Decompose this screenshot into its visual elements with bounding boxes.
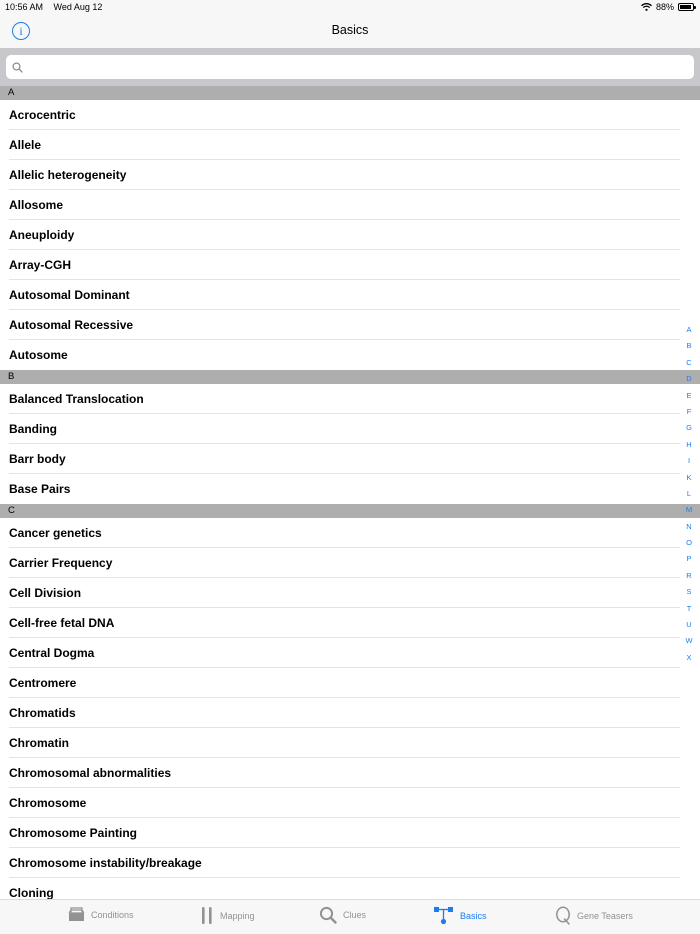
search-field[interactable]	[6, 55, 694, 79]
list-item[interactable]: Allelic heterogeneity	[0, 160, 700, 190]
section-header: B	[0, 370, 700, 384]
index-letter[interactable]: L	[686, 488, 692, 498]
section-index[interactable]	[678, 322, 700, 666]
index-letter[interactable]: O	[686, 538, 692, 548]
basics-icon	[433, 906, 454, 925]
list-item[interactable]: Cancer genetics	[0, 518, 700, 548]
tab-conditions[interactable]	[68, 906, 134, 923]
list-item[interactable]: Allosome	[0, 190, 700, 220]
search-bar	[0, 48, 700, 86]
search-icon	[12, 62, 23, 73]
list-item[interactable]: Chromosome	[0, 788, 700, 818]
battery-fill	[680, 5, 691, 9]
index-letter[interactable]: K	[686, 472, 692, 482]
index-letter[interactable]: P	[686, 554, 692, 564]
list-item[interactable]: Balanced Translocation	[0, 384, 700, 414]
index-letter[interactable]: A	[686, 325, 692, 334]
tab-basics[interactable]	[433, 906, 487, 925]
list-item[interactable]: Autosome	[9, 348, 68, 362]
index-letter[interactable]: N	[686, 521, 692, 531]
status-right	[641, 2, 694, 12]
tab-clues[interactable]	[319, 906, 366, 924]
list-item[interactable]: Autosomal Dominant	[0, 280, 700, 310]
list-item[interactable]: Carrier Frequency	[0, 548, 700, 578]
page-title: Basics	[331, 23, 369, 37]
tab-gene-teasers-label: Gene Teasers	[577, 910, 633, 921]
list-item[interactable]: Array-CGH	[0, 250, 700, 280]
index-letter[interactable]: H	[686, 439, 692, 449]
tab-gene-teasers[interactable]	[555, 906, 633, 925]
battery-icon	[678, 3, 694, 11]
list-item[interactable]: Cell Division	[0, 578, 700, 608]
list-item[interactable]: Chromatin	[0, 728, 700, 758]
gene-teasers-icon	[555, 906, 571, 925]
list-item[interactable]: Acrocentric	[0, 100, 700, 130]
conditions-icon	[68, 906, 85, 923]
tab-basics-label: Basics	[460, 910, 487, 921]
index-letter[interactable]: W	[685, 636, 693, 646]
index-letter[interactable]: C	[686, 357, 692, 367]
list-item[interactable]: Aneuploidy	[0, 220, 700, 250]
index-letter[interactable]: G	[686, 423, 692, 433]
list-item[interactable]: Chromatids	[0, 698, 700, 728]
index-letter[interactable]: X	[686, 652, 692, 662]
status-left	[5, 2, 102, 12]
wifi-icon	[641, 3, 652, 11]
battery-percent: 88%	[655, 2, 674, 12]
index-letter[interactable]: T	[686, 603, 692, 613]
list-item[interactable]: Central Dogma	[0, 638, 700, 668]
index-letter[interactable]: D	[686, 374, 692, 384]
list-item[interactable]: Barr body	[0, 444, 700, 474]
index-letter[interactable]: S	[686, 587, 692, 597]
section-header: C	[0, 504, 700, 518]
search-input[interactable]	[27, 57, 694, 77]
tab-mapping-label: Mapping	[220, 910, 255, 921]
list-item[interactable]: Chromosomal abnormalities	[0, 758, 700, 788]
index-letter[interactable]: I	[687, 456, 691, 466]
section-header: A	[0, 86, 700, 100]
index-letter[interactable]: M	[685, 505, 693, 515]
list-item[interactable]: Chromosome Painting	[0, 818, 700, 848]
list-item[interactable]: Cell-free fetal DNA	[0, 608, 700, 638]
clues-icon	[319, 906, 337, 924]
nav-bar	[0, 14, 700, 48]
list-item[interactable]: Banding	[0, 414, 700, 444]
mapping-icon	[200, 906, 214, 925]
list-item[interactable]: Chromosome instability/breakage	[0, 848, 700, 878]
tab-clues-label: Clues	[343, 910, 367, 920]
list-item[interactable]: Cloning	[9, 886, 54, 899]
index-letter[interactable]: B	[686, 341, 692, 351]
list-item[interactable]: Base Pairs	[9, 482, 71, 496]
index-letter[interactable]: E	[686, 390, 692, 400]
info-icon: i	[19, 24, 23, 38]
term-list[interactable]	[0, 86, 700, 899]
status-date: Wed Aug 12	[53, 2, 103, 12]
list-item[interactable]: Autosomal Recessive	[0, 310, 700, 340]
tab-mapping[interactable]	[200, 906, 255, 925]
index-letter[interactable]: R	[686, 570, 692, 580]
list-item[interactable]: Centromere	[0, 668, 700, 698]
index-letter[interactable]: U	[686, 620, 692, 630]
tab-bar	[0, 899, 700, 934]
tab-conditions-label: Conditions	[91, 909, 134, 920]
index-letter[interactable]: F	[686, 406, 692, 416]
status-bar	[0, 0, 700, 14]
list-item[interactable]: Allele	[0, 130, 700, 160]
status-time: 10:56 AM	[5, 2, 44, 12]
